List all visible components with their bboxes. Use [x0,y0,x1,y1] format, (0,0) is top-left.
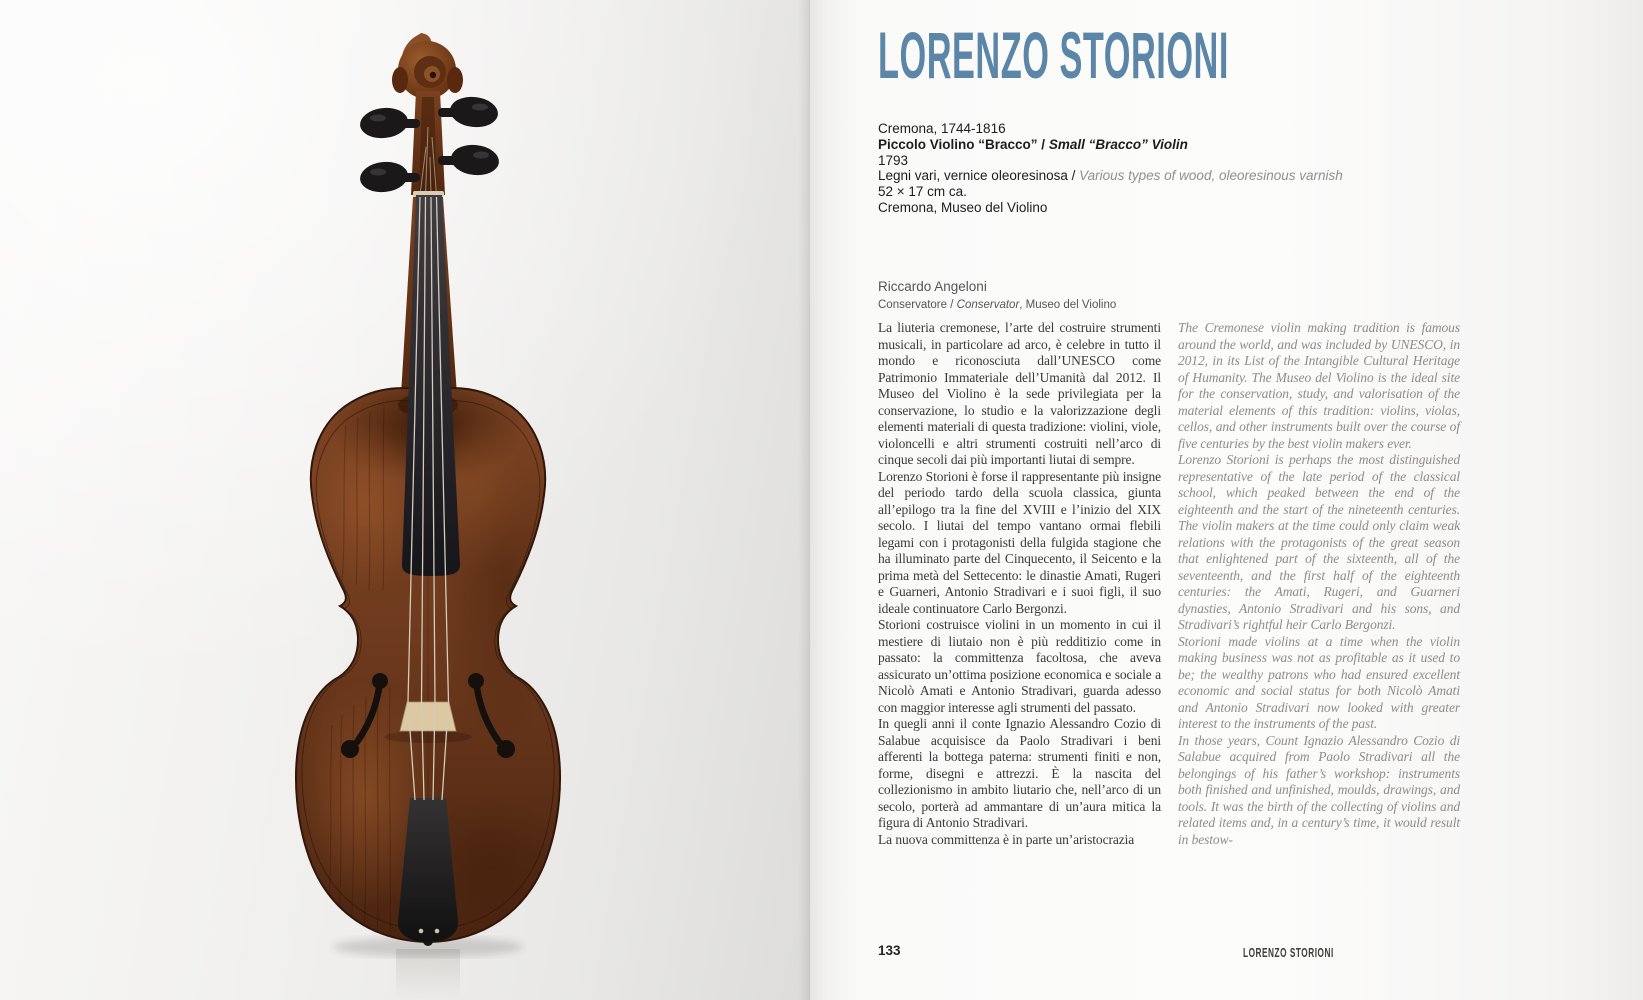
author-role-suffix: , Museo del Violino [1019,299,1117,311]
body-paragraph-it-3: Storioni costruisce violini in un momento in cui il mestiere di liutaio non è più redditizio come in passato: la committenza facoltosa, che aveva assicurato un’ottima posizione economica e sociale a Nicolò Amati e Antonio Stradivari, guarda adesso con maggior interesse agli strumenti del passato. [878,617,1161,715]
work-title-separator: / [1037,136,1049,152]
body-paragraph-en-4: In those years, Count Ignazio Alessandro Cozio di Salabue acquired from Paolo Stradivari all the belongings of his father’s workshop: instruments both finished and unfinished, moulds, drawings, and tools. It was the birth of the collecting of violins and related items and, in a century’s time, it would result in bestow- [1178,732,1460,847]
body-paragraph-en-2: Lorenzo Storioni is perhaps the most distinguished representative of the late period of the classical school, which peaked between the end of the eighteenth and the start of the nineteenth centuries. The violin makers at the time could only claim weak relations with the protagonists of the great season that enlightened part of the sixteenth, all of the seventeenth, and the first half of the eighteenth centuries: the Amati, Rugeri, and Guarneri dynasties, Antonio Stradivari and his sons, and Stradivari’s rightful heir Carlo Bergonzi. [1178,452,1460,632]
author-name: Riccardo Angeloni [878,279,987,294]
materials-it: Legni vari, vernice oleoresinosa [878,168,1068,184]
body-paragraph-it-1: La liuteria cremonese, l’arte del costruire strumenti musicali, in particolare ad arco, è celebre in tutto il mondo e riconosciuta dall’UNESCO come Patrimonio Immateriale dell’Umanità dal 2012. Il Museo del Violino è la sede privilegiata per la conservazione, lo studio e la valorizzazione degli elementi materiali di questa tradizione: violini, viole, violoncelli e altri strumenti costruiti nell’arco di cinque secoli dai più importanti liutai di sempre. [878,320,1161,467]
page-number: 133 [878,943,901,958]
caption-year: 1793 [878,152,909,168]
violin-shadow [333,937,523,1000]
materials-en: Various types of wood, oleoresinous varnish [1079,168,1343,184]
violin-scroll [392,33,463,99]
body-column-english [1178,320,1460,848]
body-paragraph-en-1: The Cremonese violin making tradition is famous around the world, and was included by UNESCO, in 2012, in its List of the Intangible Cultural Heritage of Humanity. The Museo del Violino is the ideal site for the conservation, study, and valorisation of the material elements of this tradition: violins, violas, cellos, and other instruments built over the course of five centuries by the best violin makers ever. [1178,320,1460,451]
caption-materials [878,168,1343,184]
body-paragraph-it-5: La nuova committenza è in parte un’aristocrazia [878,831,1135,847]
author-role-en: Conservator [956,299,1020,311]
materials-separator: / [1067,168,1080,184]
caption-work-title [878,137,1343,153]
caption-artist-dates: Cremona, 1744-1816 [878,121,1006,136]
work-title-en: Small “Bracco” Violin [1048,136,1188,152]
body-paragraph-en-3: Storioni made violins at a time when the violin making business was not as profitable as it used to be; the wealthy patrons who had ensured excellent economic and social status for both Nicolò Amati and Antonio Stradivari now looked with greater interest to the instruments of the past. [1178,633,1460,731]
body-paragraph-it-2: Lorenzo Storioni è forse il rappresentante più insigne del periodo tardo della scuola classica, giunta all’epilogo tra la fine del XVIII e l’inizio del XIX secolo. I liutai del tempo vantano ormai flebili legami con i protagonisti della fulgida stagione che ha illuminato parte del Cinquecento, il Seicento e la prima metà del Settecento: le dinastie Amati, Rugeri e Guarneri, Antonio Stradivari e i suoi figli, il suo ideale continuatore Carlo Bergonzi. [878,468,1161,616]
page-title: LORENZO STORIONI [878,18,1229,92]
author-role-separator: / [947,299,957,311]
violin-photo [280,25,580,1000]
left-page [0,0,810,1000]
running-title: LORENZO STORIONI [1243,946,1334,960]
work-title-it: Piccolo Violino “Bracco” [878,136,1038,152]
caption-location: Cremona, Museo del Violino [878,199,1048,215]
artwork-caption [878,121,1343,216]
body-paragraph-it-4: In quegli anni il conte Ignazio Alessandro Cozio di Salabue acquisisce da Paolo Stradivari i beni afferenti la bottega paterna: strumenti finiti e non, forme, disegni e attrezzi. È la nascita del collezionismo in ambito liutario che, nell’arco di un secolo, porterà ad ammantare di un’aura mitica la figura di Antonio Stradivari. [878,716,1161,830]
caption-dimensions: 52 × 17 cm ca. [878,184,967,200]
author-block [878,279,1116,312]
right-page [810,0,1643,1000]
author-role [878,298,1116,312]
author-role-it: Conservatore [878,299,948,311]
body-column-italian [878,320,1161,848]
